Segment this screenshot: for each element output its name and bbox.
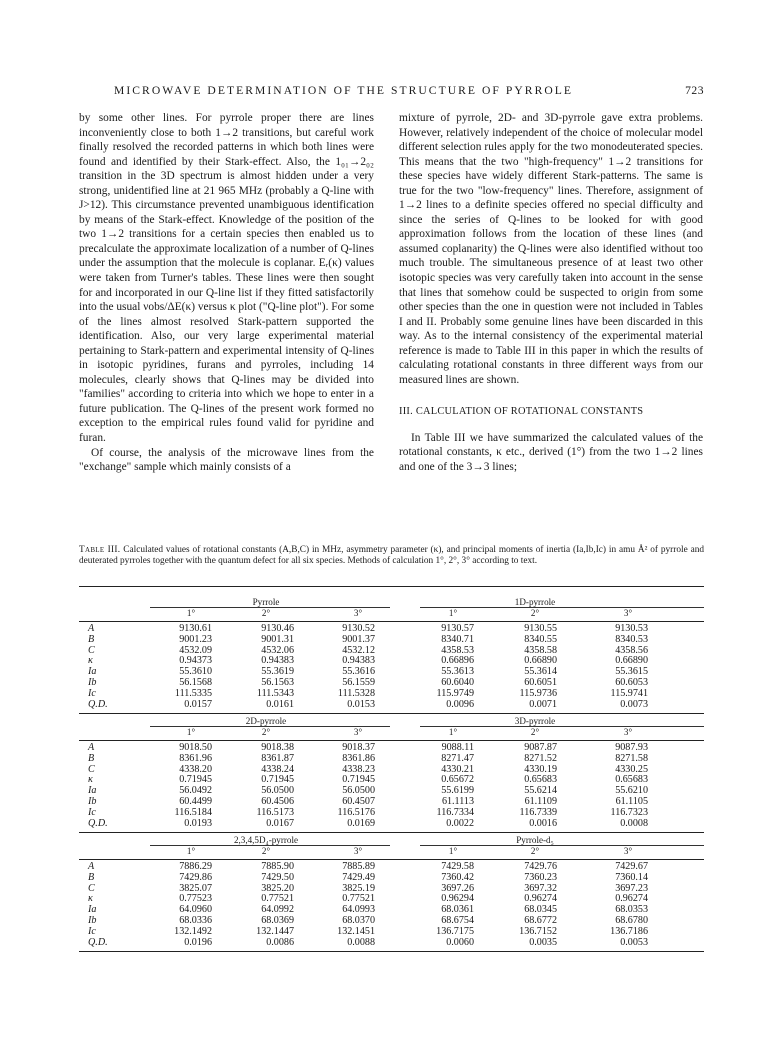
table-cell: 7429.67 xyxy=(615,861,648,872)
table-cell: 136.7152 xyxy=(519,925,557,937)
heading-underline xyxy=(420,845,704,846)
table-row xyxy=(79,765,704,776)
table-cell: 0.0073 xyxy=(620,698,648,710)
table-cell: 60.6051 xyxy=(524,676,557,688)
row-label: κ xyxy=(88,655,93,667)
method-label: 3° xyxy=(623,846,633,856)
method-label: 3° xyxy=(353,608,363,618)
table-cell: 7360.23 xyxy=(524,871,557,883)
table-row xyxy=(79,667,704,678)
table-cell: 132.1447 xyxy=(256,925,294,937)
table-cell: 55.3616 xyxy=(342,666,375,678)
species-heading-right: Pyrrole-d₅ xyxy=(516,835,554,845)
table-cell: 3697.23 xyxy=(615,882,648,894)
species-heading-right: 3D-pyrrole xyxy=(514,716,556,726)
table-cell: 0.66890 xyxy=(524,655,557,667)
table-cell: 4358.58 xyxy=(524,644,557,656)
table-cell: 56.0500 xyxy=(342,785,375,797)
table-cell: 111.5343 xyxy=(256,687,294,699)
table-cell: 56.1563 xyxy=(261,676,294,688)
table-cell: 56.1559 xyxy=(342,676,375,688)
table-row xyxy=(79,927,704,938)
table-row xyxy=(79,808,704,819)
heading-underline xyxy=(150,607,390,608)
method-label: 2° xyxy=(530,608,540,618)
heading-underline xyxy=(420,726,704,727)
table-cell: 55.6210 xyxy=(615,785,648,797)
row-label: Ib xyxy=(88,676,97,688)
table-cell: 8361.96 xyxy=(179,752,212,764)
method-label: 1° xyxy=(186,608,196,618)
table-cell: 9018.50 xyxy=(179,742,212,753)
table-cell: 136.7175 xyxy=(436,925,474,937)
table-cell: 115.9736 xyxy=(519,687,557,699)
table-cell: 64.0993 xyxy=(342,904,375,916)
table-cell: 116.5173 xyxy=(256,806,294,818)
table-caption-label: Table III. xyxy=(79,545,121,555)
method-label: 3° xyxy=(623,727,633,737)
right-paragraph-1: mixture of pyrrole, 2D- and 3D-pyrrole gave extra problems. However, relatively independent of the choice of molecular model different selection rules apply for the two monodeuterated species. This means that the two "high-frequency" 1→2 transitions for these species have widely different Stark-patterns. The same is true for the two "low-frequency" lines. Therefore, assignment of 1→2 lines to a definite species offered no special difficulty and since the series of Q-lines to be looked for with good approximation follows from the location of these lines (and assumed coplanarity) the Q-lines were also identified without too much trouble. The simultaneous presence of at least two other isotopic species was very carefully taken into account in the sense that lines that somehow could be suspected to origin from some other species than the one in question were not included in Tables I and II. Probably some genuine lines have been discarded in this way. As to the internal consistency of the experimental material reference is made to Table III in this paper in which the results of calculating rotational constants in three different ways from our measured lines are shown. xyxy=(399,112,703,386)
table-cell: 4330.25 xyxy=(615,763,648,775)
table-cell: 9087.93 xyxy=(615,742,648,753)
table-cell: 7360.14 xyxy=(615,871,648,883)
heading-underline xyxy=(420,607,704,608)
method-header-row xyxy=(79,608,704,620)
table-cell: 116.7323 xyxy=(610,806,648,818)
table-cell: 55.6199 xyxy=(441,785,474,797)
table-cell: 68.6754 xyxy=(441,914,474,926)
table-cell: 7429.58 xyxy=(441,861,474,872)
table-row xyxy=(79,862,704,873)
method-label: 2° xyxy=(530,846,540,856)
table-cell: 9130.57 xyxy=(441,623,474,634)
method-label: 1° xyxy=(448,846,458,856)
table-cell: 8340.53 xyxy=(615,633,648,645)
table-cell: 7429.76 xyxy=(524,861,557,872)
data-block xyxy=(79,743,704,829)
page-number: 723 xyxy=(685,84,704,97)
table-cell: 3825.07 xyxy=(179,882,212,894)
method-header-row xyxy=(79,846,704,858)
table-row xyxy=(79,624,704,635)
table-cell: 4338.24 xyxy=(261,763,294,775)
row-label: κ xyxy=(88,774,93,786)
table-cell: 61.1109 xyxy=(524,795,557,807)
row-label: Ia xyxy=(88,666,97,678)
table-cell: 0.0167 xyxy=(266,817,294,829)
table-cell: 9088.11 xyxy=(441,742,474,753)
method-label: 2° xyxy=(261,727,271,737)
table-cell: 0.0053 xyxy=(620,936,648,948)
block-header-rule xyxy=(79,859,704,860)
table-cell: 68.0370 xyxy=(342,914,375,926)
section-heading: III. CALCULATION OF ROTATIONAL CONSTANTS xyxy=(399,406,644,418)
table-cell: 8361.87 xyxy=(261,752,294,764)
table-row xyxy=(79,700,704,711)
row-label: B xyxy=(88,752,95,764)
table-cell: 0.96294 xyxy=(441,893,474,905)
data-block xyxy=(79,624,704,710)
table-top-rule xyxy=(79,586,704,587)
table-cell: 9130.55 xyxy=(524,623,557,634)
table-cell: 0.94383 xyxy=(261,655,294,667)
table-cell: 8361.86 xyxy=(342,752,375,764)
table-row xyxy=(79,754,704,765)
table-row xyxy=(79,786,704,797)
table-cell: 0.77521 xyxy=(261,893,294,905)
table-cell: 61.1113 xyxy=(441,795,474,807)
table-cell: 9018.37 xyxy=(342,742,375,753)
table-cell: 55.3619 xyxy=(261,666,294,678)
table-cell: 0.66890 xyxy=(615,655,648,667)
right-column xyxy=(399,111,703,475)
table-row xyxy=(79,894,704,905)
table-row xyxy=(79,873,704,884)
table-cell: 9018.38 xyxy=(261,742,294,753)
table-cell: 0.96274 xyxy=(615,893,648,905)
row-label: Ic xyxy=(88,687,96,699)
row-label: Q.D. xyxy=(88,698,108,710)
table-cell: 56.0492 xyxy=(179,785,212,797)
table-cell: 0.77523 xyxy=(179,893,212,905)
table-cell: 0.65672 xyxy=(441,774,474,786)
table-cell: 116.5184 xyxy=(174,806,212,818)
block-header-rule xyxy=(79,740,704,741)
row-label: Q.D. xyxy=(88,936,108,948)
table-cell: 4330.19 xyxy=(524,763,557,775)
table-cell: 8340.55 xyxy=(524,633,557,645)
table-cell: 8271.58 xyxy=(615,752,648,764)
heading-underline xyxy=(150,845,390,846)
table-cell: 55.3610 xyxy=(179,666,212,678)
table-cell: 9001.31 xyxy=(261,633,294,645)
table-cell: 0.65683 xyxy=(524,774,557,786)
species-heading-left: 2,3,4,5D₄-pyrrole xyxy=(233,835,299,845)
table-cell: 55.3615 xyxy=(615,666,648,678)
table-cell: 0.71945 xyxy=(179,774,212,786)
table-cell: 68.6772 xyxy=(524,914,557,926)
table-cell: 4358.53 xyxy=(441,644,474,656)
species-heading-left: 2D-pyrrole xyxy=(245,716,287,726)
table-cell: 4330.21 xyxy=(441,763,474,775)
table-cell: 0.0161 xyxy=(266,698,294,710)
method-label: 1° xyxy=(448,608,458,618)
table-cell: 7429.49 xyxy=(342,871,375,883)
table-cell: 8271.47 xyxy=(441,752,474,764)
table-cell: 0.0096 xyxy=(446,698,474,710)
table-caption-text: Calculated values of rotational constants (A,B,C) in MHz, asymmetry parameter (κ), and principal moments of inertia (Ia,Ib,Ic) in amu Å² of pyrrole and deuterated pyrroles together with the quantum defect for all six species. Methods of calculation 1°, 2°, 3° according to text. xyxy=(79,545,704,566)
table-cell: 60.4507 xyxy=(342,795,375,807)
table-cell: 116.7334 xyxy=(436,806,474,818)
table-cell: 60.6053 xyxy=(615,676,648,688)
row-label: κ xyxy=(88,893,93,905)
table-cell: 7886.29 xyxy=(179,861,212,872)
table-row xyxy=(79,635,704,646)
table-cell: 0.0193 xyxy=(184,817,212,829)
method-label: 1° xyxy=(186,846,196,856)
table-cell: 0.0086 xyxy=(266,936,294,948)
table-caption xyxy=(79,545,704,566)
table-cell: 9130.53 xyxy=(615,623,648,634)
table-row xyxy=(79,775,704,786)
table-cell: 4532.06 xyxy=(261,644,294,656)
row-label: Ic xyxy=(88,806,96,818)
method-label: 3° xyxy=(623,608,633,618)
method-label: 2° xyxy=(261,846,271,856)
table-cell: 56.1568 xyxy=(179,676,212,688)
method-label: 1° xyxy=(448,727,458,737)
table-cell: 9087.87 xyxy=(524,742,557,753)
table-cell: 0.0071 xyxy=(529,698,557,710)
left-column xyxy=(79,111,374,475)
table-row xyxy=(79,884,704,895)
row-label: Ib xyxy=(88,795,97,807)
table-row xyxy=(79,689,704,700)
method-label: 3° xyxy=(353,846,363,856)
table-cell: 9130.52 xyxy=(342,623,375,634)
left-paragraph-2: Of course, the analysis of the microwave lines from the "exchange" sample which mainly consists of a xyxy=(79,446,374,474)
table-cell: 68.0369 xyxy=(261,914,294,926)
table-cell: 0.71945 xyxy=(342,774,375,786)
table-cell: 68.0336 xyxy=(179,914,212,926)
table-cell: 4532.09 xyxy=(179,644,212,656)
table-cell: 7885.89 xyxy=(342,861,375,872)
table-cell: 132.1492 xyxy=(174,925,212,937)
table-cell: 4532.12 xyxy=(342,644,375,656)
method-label: 2° xyxy=(261,608,271,618)
table-cell: 55.3614 xyxy=(524,666,557,678)
row-label: C xyxy=(88,882,95,894)
table-cell: 0.0022 xyxy=(446,817,474,829)
table-cell: 116.7339 xyxy=(519,806,557,818)
table-row xyxy=(79,743,704,754)
table-cell: 3825.19 xyxy=(342,882,375,894)
table-cell: 0.0153 xyxy=(347,698,375,710)
table-cell: 0.65683 xyxy=(615,774,648,786)
table-cell: 64.0960 xyxy=(179,904,212,916)
table-cell: 9130.61 xyxy=(179,623,212,634)
row-label: C xyxy=(88,644,95,656)
table-cell: 8340.71 xyxy=(441,633,474,645)
table-cell: 0.94373 xyxy=(179,655,212,667)
table-cell: 68.0361 xyxy=(441,904,474,916)
table-cell: 111.5335 xyxy=(174,687,212,699)
table-cell: 0.77521 xyxy=(342,893,375,905)
table-row xyxy=(79,905,704,916)
table-cell: 55.3613 xyxy=(441,666,474,678)
table-cell: 0.0157 xyxy=(184,698,212,710)
right-paragraph-2: In Table III we have summarized the calculated values of the rotational constants, κ etc., derived (1°) from the two 1→2 lines and one of the 3→3 lines; xyxy=(399,431,703,474)
table-cell: 68.0353 xyxy=(615,904,648,916)
table-cell: 56.0500 xyxy=(261,785,294,797)
table-cell: 0.66896 xyxy=(441,655,474,667)
row-label: B xyxy=(88,633,95,645)
table-cell: 68.6780 xyxy=(615,914,648,926)
method-header-row xyxy=(79,727,704,739)
table-cell: 60.4506 xyxy=(261,795,294,807)
block-bottom-rule xyxy=(79,713,704,714)
table-row xyxy=(79,938,704,949)
table-cell: 0.0169 xyxy=(347,817,375,829)
table-cell: 3825.20 xyxy=(261,882,294,894)
table-cell: 116.5176 xyxy=(337,806,375,818)
row-label: A xyxy=(88,742,95,753)
table-cell: 136.7186 xyxy=(610,925,648,937)
table-cell: 0.71945 xyxy=(261,774,294,786)
data-block xyxy=(79,862,704,948)
table-cell: 55.6214 xyxy=(524,785,557,797)
table-cell: 115.9741 xyxy=(610,687,648,699)
table-cell: 3697.32 xyxy=(524,882,557,894)
table-cell: 111.5328 xyxy=(337,687,375,699)
table-cell: 4358.56 xyxy=(615,644,648,656)
row-label: Q.D. xyxy=(88,817,108,829)
table-cell: 0.0088 xyxy=(347,936,375,948)
table-cell: 0.0035 xyxy=(529,936,557,948)
row-label: A xyxy=(88,623,95,634)
table-cell: 9130.46 xyxy=(261,623,294,634)
table-cell: 0.96274 xyxy=(524,893,557,905)
method-label: 1° xyxy=(186,727,196,737)
heading-underline xyxy=(150,726,390,727)
row-label: A xyxy=(88,861,95,872)
table-row xyxy=(79,656,704,667)
running-title: MICROWAVE DETERMINATION OF THE STRUCTURE OF PYRROLE xyxy=(114,84,574,97)
table-cell: 132.1451 xyxy=(337,925,375,937)
table-row xyxy=(79,646,704,657)
running-header xyxy=(80,84,704,100)
table-cell: 60.6040 xyxy=(441,676,474,688)
row-label: Ib xyxy=(88,914,97,926)
block-bottom-rule xyxy=(79,951,704,952)
row-label: Ia xyxy=(88,904,97,916)
table-cell: 115.9749 xyxy=(436,687,474,699)
row-label: Ia xyxy=(88,785,97,797)
table-cell: 8271.52 xyxy=(524,752,557,764)
table-cell: 0.0016 xyxy=(529,817,557,829)
table-cell: 4338.23 xyxy=(342,763,375,775)
table-cell: 9001.23 xyxy=(179,633,212,645)
table-cell: 68.0345 xyxy=(524,904,557,916)
table-cell: 0.94383 xyxy=(342,655,375,667)
row-label: B xyxy=(88,871,95,883)
table-cell: 61.1105 xyxy=(615,795,648,807)
table-cell: 7885.90 xyxy=(261,861,294,872)
table-row xyxy=(79,819,704,830)
row-label: Ic xyxy=(88,925,96,937)
table-cell: 7429.50 xyxy=(261,871,294,883)
species-heading-left: Pyrrole xyxy=(252,597,280,607)
table-cell: 0.0008 xyxy=(620,817,648,829)
table-cell: 9001.37 xyxy=(342,633,375,645)
method-label: 2° xyxy=(530,727,540,737)
row-label: C xyxy=(88,763,95,775)
block-header-rule xyxy=(79,621,704,622)
table-cell: 0.0060 xyxy=(446,936,474,948)
table-cell: 60.4499 xyxy=(179,795,212,807)
left-paragraph-1: by some other lines. For pyrrole proper there are lines inconveniently close to both 1→2 transitions, but careful work finally resolved the recorded patterns in which both lines were found and identified by their Stark-effect. Also, the 1₀₁→2₀₂ transition in the 3D spectrum is almost hidden under a very strong, unidentified line at 21 965 MHz (probably a Q-line with J>12). This circumstance prevented unambiguous identification by means of the Stark-effect. Knowledge of the position of the two 1→2 transitions for a certain species then enabled us to precalculate the approximate localization of a number of Q-lines under the assumption that the molecule is coplanar. Eᵣ(κ) values were taken from Turner's tables. These lines were then sought for and incorporated in our Q-line list if they fitted satisfactorily into the usual νobs/ΔE(κ) versus κ plot ("Q-line plot"). For some of the lines almost resolved Stark-pattern supported the identification. Also, our very large experimental material pertaining to Stark-pattern and experimental intensity of Q-lines in isotopic pyridines, furans and pyrroles, including 14 molecules, clearly shows that Q-lines may be divided into "families" according to criteria into which we hope to enter in a future publication. The Q-lines of the present work formed no exception to the empirical rules found valid for pyridine and furan. xyxy=(79,112,374,445)
table-cell: 3697.26 xyxy=(441,882,474,894)
method-label: 3° xyxy=(353,727,363,737)
species-heading-right: 1D-pyrrole xyxy=(514,597,556,607)
table-cell: 4338.20 xyxy=(179,763,212,775)
table-cell: 0.0196 xyxy=(184,936,212,948)
block-bottom-rule xyxy=(79,832,704,833)
table-cell: 7429.86 xyxy=(179,871,212,883)
table-cell: 64.0992 xyxy=(261,904,294,916)
table-cell: 7360.42 xyxy=(441,871,474,883)
